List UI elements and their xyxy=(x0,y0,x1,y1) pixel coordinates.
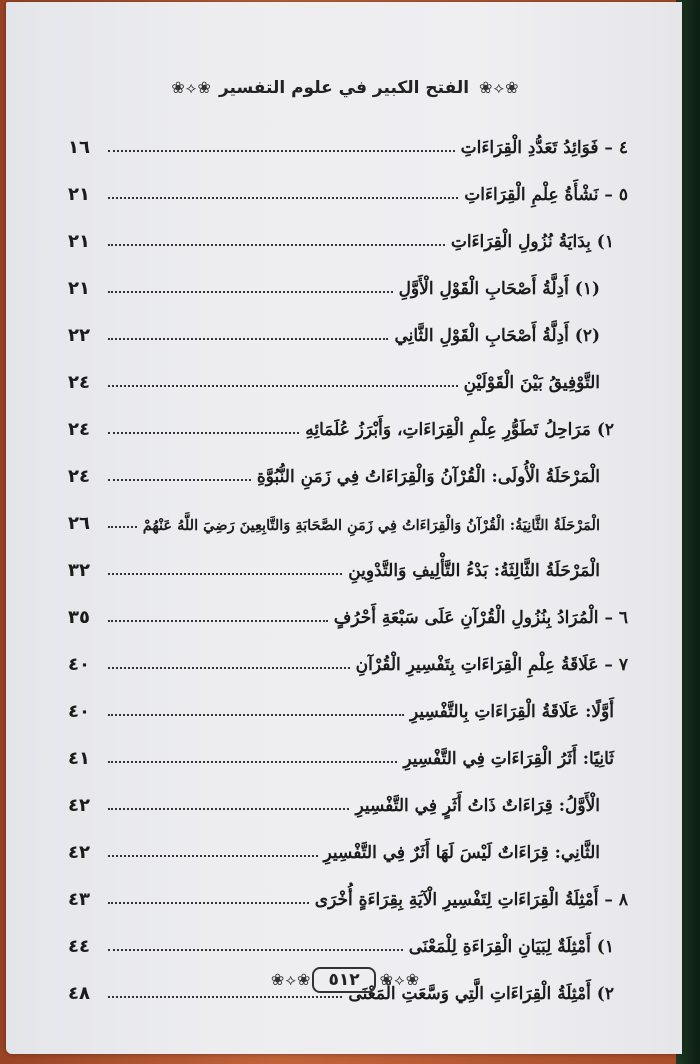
toc-entry-page-number: ٢٦ xyxy=(68,513,90,534)
toc-entry xyxy=(68,171,628,218)
toc-entry-line xyxy=(68,466,628,487)
toc-entry-page-number: ٤٣ xyxy=(68,889,90,910)
page-footer xyxy=(6,960,682,1000)
toc-entry-line xyxy=(68,419,628,440)
page-number-frame xyxy=(271,967,417,993)
toc-entry-line xyxy=(68,889,628,910)
dot-leader xyxy=(108,290,393,293)
toc-entry-page-number: ٤١ xyxy=(68,748,90,769)
toc-entry-page-number: ١٦ xyxy=(68,137,90,158)
dot-leader xyxy=(108,713,404,716)
dot-leader xyxy=(108,760,397,763)
toc-entry-title: ٤ – فَوَائِدُ تَعَدُّدِ الْقِرَاءَاتِ xyxy=(460,138,628,158)
toc-entry-page-number: ٢٢ xyxy=(68,325,90,346)
toc-entry-page-number: ٢١ xyxy=(68,231,90,252)
dot-leader xyxy=(108,948,403,951)
toc-entry-title: ثَانِيًا: أَثَرُ الْقِرَاءَاتِ فِي التَّفْسِيرِ xyxy=(403,749,614,769)
toc-entry-line xyxy=(68,748,628,769)
toc-entry-page-number: ٢١ xyxy=(68,278,90,299)
running-header xyxy=(6,68,682,108)
toc-entry xyxy=(68,265,628,312)
dot-leader xyxy=(108,619,328,622)
dot-leader xyxy=(108,384,458,387)
book-page xyxy=(6,2,682,1054)
toc-entry-title: الْمَرْحَلَةُ الثَّالِثَةُ: بَدْءُ التَّأْلِيفِ وَالتَّدْوِينِ xyxy=(348,561,600,581)
header-title: الفتح الكبير في علوم التفسير xyxy=(218,78,470,98)
toc-entry-page-number: ٤٢ xyxy=(68,795,90,816)
toc-entry-line xyxy=(68,513,628,534)
toc-entry xyxy=(68,547,628,594)
toc-entry-line xyxy=(68,137,628,158)
toc-entry-line xyxy=(68,842,628,863)
toc-entry-title: الْمَرْحَلَةُ الثَّانِيَةُ: الْقُرْآنُ وَالْقِرَاءَاتُ فِي زَمَنِ الصَّحَابَةِ وَالتَّابِعِينَ رَضِيَ اللَّهُ عَنْهُمْ xyxy=(142,517,600,534)
dot-leader xyxy=(108,525,137,528)
toc-entry-page-number: ٣٥ xyxy=(68,607,90,628)
toc-entry-line xyxy=(68,795,628,816)
toc-entry-page-number: ٣٢ xyxy=(68,560,90,581)
toc-entry-line xyxy=(68,372,628,393)
toc-entry-title: التَّوْفِيقُ بَيْنَ الْقَوْلَيْنِ xyxy=(463,373,600,393)
footer-ornament-left: ❀ ⟡ ❀ xyxy=(270,970,309,989)
dot-leader xyxy=(108,149,455,152)
toc-entry xyxy=(68,124,628,171)
toc-entry xyxy=(68,829,628,876)
toc-entry-title: ٧ – عَلَاقَةُ عِلْمِ الْقِرَاءَاتِ بِتَفْسِيرِ الْقُرْآنِ xyxy=(355,655,628,675)
toc-entry-title: الْمَرْحَلَةُ الْأُولَى: الْقُرْآنُ وَالْقِرَاءَاتُ فِي زَمَنِ النُّبُوَّةِ xyxy=(256,467,600,487)
toc-entry-title: أَوَّلًا: عَلَاقَةُ الْقِرَاءَاتِ بِالتَّفْسِيرِ xyxy=(409,702,614,722)
toc-entry-line xyxy=(68,278,628,299)
toc-entry-title: ٦ – الْمُرَادُ بِنُزُولِ الْقُرْآنِ عَلَى سَبْعَةِ أَحْرُفٍ xyxy=(333,608,628,628)
toc-entry xyxy=(68,594,628,641)
toc-entry-page-number: ٤٠ xyxy=(68,654,90,675)
toc-entry xyxy=(68,500,628,547)
toc-entry-title: ٨ – أَمْثِلَةُ الْقِرَاءَاتِ لِتَفْسِيرِ الْآيَةِ بِقِرَاءَةٍ أُخْرَى xyxy=(314,890,628,910)
toc-entry-title: ٢) أَمْثِلَةُ الْقِرَاءَاتِ الَّتِي وَسَّعَتِ الْمَعْنَى xyxy=(348,984,614,1004)
toc-entry xyxy=(68,782,628,829)
toc-entry-line xyxy=(68,607,628,628)
toc-entry xyxy=(68,688,628,735)
toc-entry-line xyxy=(68,231,628,252)
dot-leader xyxy=(108,478,251,481)
toc-entry-page-number: ٢٤ xyxy=(68,419,90,440)
toc-entry-line xyxy=(68,325,628,346)
dot-leader xyxy=(108,431,299,434)
toc-entry-line xyxy=(68,560,628,581)
toc-entry xyxy=(68,312,628,359)
toc-entry xyxy=(68,876,628,923)
toc-entry-page-number: ٢٤ xyxy=(68,466,90,487)
toc-entry-title: الْأَوَّلُ: قِرَاءَاتٌ ذَاتُ أَثَرٍ فِي التَّفْسِيرِ xyxy=(355,796,600,816)
toc-entry-page-number: ٢١ xyxy=(68,184,90,205)
toc-entry-page-number: ٤٨ xyxy=(68,983,90,1004)
dot-leader xyxy=(108,337,388,340)
toc-entry-line xyxy=(68,184,628,205)
dot-leader xyxy=(108,807,349,810)
toc-entry-title: الثَّانِي: قِرَاءَاتٌ لَيْسَ لَهَا أَثَرٌ فِي التَّفْسِيرِ xyxy=(323,843,600,863)
toc-entry xyxy=(68,406,628,453)
toc-entry xyxy=(68,453,628,500)
toc-entry-title: (١) أَدِلَّةُ أَصْحَابِ الْقَوْلِ الْأَوَّلِ xyxy=(398,279,600,299)
toc-entry-line xyxy=(68,936,628,957)
dot-leader xyxy=(108,243,445,246)
table-of-contents xyxy=(68,124,628,1017)
toc-entry-page-number: ٤٤ xyxy=(68,936,90,957)
dot-leader xyxy=(108,572,342,575)
header-ornament-left: ❀ ⟡ ❀ xyxy=(171,78,209,97)
dot-leader xyxy=(108,666,350,669)
toc-entry xyxy=(68,735,628,782)
dot-leader xyxy=(108,854,318,857)
page-number: ٥١٢ xyxy=(312,967,375,993)
toc-entry-page-number: ٤٢ xyxy=(68,842,90,863)
toc-entry-title: ١) بِدَايَةُ نُزُولِ الْقِرَاءَاتِ xyxy=(450,232,614,252)
toc-entry-title: ١) أَمْثِلَةٌ لِبَيَانِ الْقِرَاءَةِ لِلْمَعْنَى xyxy=(408,937,614,957)
toc-entry xyxy=(68,218,628,265)
footer-ornament-right: ❀ ⟡ ❀ xyxy=(379,970,418,989)
toc-entry-title: ٢) مَرَاحِلُ تَطَوُّرِ عِلْمِ الْقِرَاءَاتِ، وَأَبْرَزُ عُلَمَائِهِ xyxy=(305,420,614,440)
toc-entry-title: ٥ – نَشْأَةُ عِلْمِ الْقِرَاءَاتِ xyxy=(464,185,628,205)
header-ornament-right: ❀ ⟡ ❀ xyxy=(479,78,517,97)
toc-entry xyxy=(68,641,628,688)
toc-entry-page-number: ٢٤ xyxy=(68,372,90,393)
toc-entry-line xyxy=(68,701,628,722)
dot-leader xyxy=(108,196,458,199)
toc-entry-line xyxy=(68,654,628,675)
dot-leader xyxy=(108,901,309,904)
toc-entry xyxy=(68,359,628,406)
toc-entry-page-number: ٤٠ xyxy=(68,701,90,722)
toc-entry-title: (٢) أَدِلَّةُ أَصْحَابِ الْقَوْلِ الثَّانِي xyxy=(394,326,600,346)
